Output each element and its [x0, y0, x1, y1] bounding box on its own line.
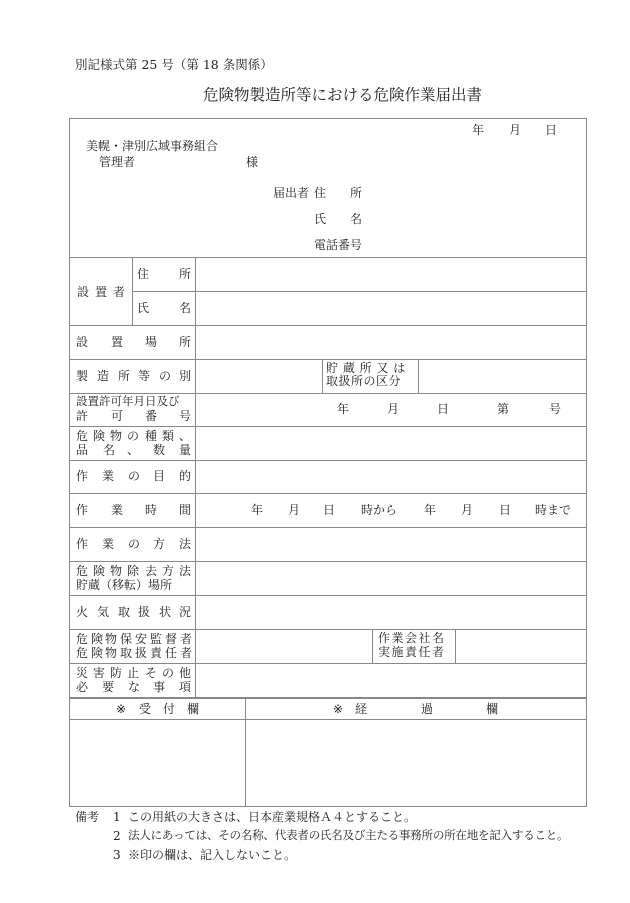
removal-label-line2: 貯蔵（移転）場所 [76, 578, 173, 592]
installer-address-label: 所 [179, 267, 192, 281]
note-number: 2 [113, 829, 121, 843]
fire-label-char: 扱 [138, 605, 151, 619]
divider [69, 595, 587, 596]
form-number: 別記様式第 25 号（第 18 条関係） [75, 57, 273, 72]
permit-input[interactable] [198, 396, 587, 425]
fire-label-char: 取 [118, 605, 131, 619]
disaster-label-char: な [128, 680, 141, 694]
from-year-label: 年 [251, 503, 264, 517]
hazmat-label-char: 種 [145, 429, 158, 443]
divider [69, 493, 587, 494]
permit-day-label: 日 [437, 402, 450, 416]
permit-label-char: 許 [76, 409, 89, 423]
facility-label-char: 別 [179, 369, 192, 383]
hazmat-label-char: 量 [179, 443, 192, 457]
purpose-label-char: 的 [179, 469, 192, 483]
fire-label-char: 況 [179, 605, 192, 619]
divider [69, 426, 587, 427]
supervisor-label-char: 扱 [135, 646, 148, 660]
supervisor-label-char: 者 [180, 632, 193, 646]
installer-label-char: 者 [113, 285, 126, 299]
reception-header-char: 受 [139, 702, 152, 716]
removal-label-char: 物 [110, 564, 123, 578]
installation-location-input[interactable] [198, 328, 587, 358]
notifier-name-label-2: 名 [350, 212, 363, 226]
method-label-char: の [128, 537, 141, 551]
divider [322, 359, 323, 393]
removal-method-input[interactable] [198, 564, 587, 594]
progress-box [246, 720, 586, 806]
progress-header-char: ※ [333, 702, 344, 716]
reception-header-char: ※ [116, 702, 127, 716]
work-purpose-input[interactable] [198, 463, 587, 492]
supervisor-label-char: 責 [150, 646, 163, 660]
date-day-label: 日 [545, 123, 558, 137]
time-label-char: 間 [179, 503, 192, 517]
fire-label-char: 火 [76, 605, 89, 619]
supervisor-label-char: 物 [105, 632, 118, 646]
permit-month-label: 月 [387, 402, 400, 416]
note-text: ※印の欄は、記入しないこと。 [128, 848, 297, 862]
facility-label-char: 製 [76, 369, 89, 383]
time-label-char: 時 [145, 503, 158, 517]
notifier-name-label-1: 氏 [314, 212, 327, 226]
time-label-char: 業 [111, 503, 124, 517]
removal-label-char: 法 [179, 564, 192, 578]
purpose-label-char: 業 [102, 469, 115, 483]
facility-sub-label: 貯 蔵 所 又 は [326, 361, 406, 375]
removal-label-char: 除 [127, 564, 140, 578]
permit-label-char: 番 [145, 409, 158, 423]
installer-address-input[interactable] [198, 260, 587, 290]
divider [418, 359, 419, 393]
reception-box [70, 720, 245, 806]
divider [69, 527, 587, 528]
divider [132, 257, 133, 325]
removal-label-char: 方 [162, 564, 175, 578]
divider [69, 663, 587, 664]
note-text: この用紙の大きさは、日本産業規格Ａ４とすること。 [128, 810, 417, 824]
facility-type-input[interactable] [198, 362, 322, 392]
hazmat-label-char: 険 [93, 429, 106, 443]
method-label-char: 業 [102, 537, 115, 551]
from-hour-label: 時から [361, 503, 398, 517]
divider [69, 629, 587, 630]
disaster-prevention-input[interactable] [198, 666, 587, 696]
disaster-label-char: そ [145, 666, 158, 680]
reception-header-char: 欄 [187, 702, 200, 716]
notifier-label: 届出者 [273, 186, 310, 200]
disaster-label-char: 防 [110, 666, 123, 680]
installer-label-char: 設 [77, 285, 90, 299]
supervisor-label-char: 険 [91, 646, 104, 660]
fire-handling-input[interactable] [198, 598, 587, 628]
work-method-input[interactable] [198, 530, 587, 560]
note-number: 3 [113, 848, 121, 862]
disaster-label-char: 害 [93, 666, 106, 680]
reception-header-char: 付 [163, 702, 176, 716]
removal-label-char: 険 [93, 564, 106, 578]
company-name-label: 作業会社名 [378, 631, 446, 645]
progress-header-char: 経 [355, 702, 368, 716]
facility-label-char: 所 [118, 369, 131, 383]
permit-label: 設置許可年月日及び [76, 394, 180, 408]
notifier-address-label-1: 住 [314, 186, 327, 200]
purpose-label-char: 目 [153, 469, 166, 483]
hazmat-label-char: 品 [76, 443, 89, 457]
divider [195, 257, 196, 697]
hazmat-label-char: 類 [162, 429, 175, 443]
storage-category-input[interactable] [421, 362, 587, 392]
installer-address-label: 住 [137, 267, 150, 281]
divider [69, 359, 587, 360]
note-text: 法人にあっては、その名称、代表者の氏名及び主たる事務所の所在地を記入すること。 [128, 828, 569, 842]
company-input[interactable] [458, 632, 587, 662]
notifier-address-input[interactable] [380, 182, 584, 204]
supervisor-label-char: 任 [165, 646, 178, 660]
supervisor-label-char: 険 [91, 632, 104, 646]
responsible-person-label: 実施責任者 [378, 645, 446, 659]
recipient-title: 管理者 [99, 155, 136, 169]
permit-label-char: 可 [111, 409, 124, 423]
supervisor-input[interactable] [198, 632, 372, 662]
installer-name-label: 名 [179, 301, 192, 315]
divider [69, 697, 587, 699]
divider [69, 325, 587, 326]
installer-name-label: 氏 [137, 301, 150, 315]
supervisor-label-char: 物 [105, 646, 118, 660]
date-month-label: 月 [509, 123, 522, 137]
supervisor-label-char: 監 [150, 632, 163, 646]
supervisor-label-char: 安 [135, 632, 148, 646]
notifier-name-input[interactable] [380, 208, 584, 230]
time-label-char: 作 [76, 503, 89, 517]
from-day-label: 日 [323, 503, 336, 517]
hazmat-label-char: の [127, 429, 140, 443]
hazmat-label-char: 、 [179, 429, 192, 443]
disaster-label-char: 災 [76, 666, 89, 680]
permit-year-label: 年 [337, 402, 350, 416]
method-label-char: 方 [153, 537, 166, 551]
supervisor-label-char: 危 [76, 632, 89, 646]
permit-label-char: 号 [179, 409, 192, 423]
facility-label-char: 造 [97, 369, 110, 383]
to-month-label: 月 [461, 503, 474, 517]
disaster-label-char: 事 [153, 680, 166, 694]
date-year-label: 年 [472, 123, 485, 137]
disaster-label-char: 止 [127, 666, 140, 680]
location-label-char: 設 [76, 335, 89, 349]
method-label-char: 法 [179, 537, 192, 551]
location-label-char: 置 [111, 335, 124, 349]
progress-header-char: 欄 [486, 702, 499, 716]
fire-label-char: 気 [97, 605, 110, 619]
disaster-label-char: の [162, 666, 175, 680]
supervisor-label-char: 者 [180, 646, 193, 660]
divider [455, 629, 456, 663]
divider [132, 291, 587, 292]
recipient-org: 美幌・津別広域事務組合 [86, 139, 219, 153]
from-month-label: 月 [288, 503, 301, 517]
divider [69, 257, 587, 258]
disaster-label-char: 必 [76, 680, 89, 694]
purpose-label-char: 作 [76, 469, 89, 483]
removal-label-char: 危 [76, 564, 89, 578]
facility-label-char: 等 [138, 369, 151, 383]
progress-header-char: 過 [421, 702, 434, 716]
note-number: 1 [113, 810, 121, 824]
divider [372, 629, 373, 663]
notifier-address-label-2: 所 [350, 186, 363, 200]
page-title: 危険物製造所等における危険作業届出書 [203, 86, 483, 104]
divider [69, 460, 587, 461]
permit-no-prefix: 第 [497, 402, 510, 416]
to-hour-label: 時まで [535, 503, 572, 517]
fire-label-char: 状 [159, 605, 172, 619]
method-label-char: 作 [76, 537, 89, 551]
honorific: 様 [246, 155, 259, 169]
installer-label-char: 置 [95, 285, 108, 299]
facility-sub-label: 取扱所の区分 [326, 374, 402, 388]
notifier-phone-input[interactable] [380, 234, 584, 256]
supervisor-label-char: 保 [120, 632, 133, 646]
hazmat-type-input[interactable] [198, 429, 587, 459]
hazmat-label-char: 物 [110, 429, 123, 443]
location-label-char: 場 [145, 335, 158, 349]
supervisor-label-char: 危 [76, 646, 89, 660]
purpose-label-char: の [128, 469, 141, 483]
installer-name-input[interactable] [198, 294, 587, 324]
facility-label-char: の [159, 369, 172, 383]
supervisor-label-char: 督 [165, 632, 178, 646]
to-year-label: 年 [424, 503, 437, 517]
notifier-phone-label: 電話番号 [314, 238, 363, 252]
location-label-char: 所 [179, 335, 192, 349]
disaster-label-char: 要 [102, 680, 115, 694]
supervisor-label-char: 取 [120, 646, 133, 660]
divider [69, 561, 587, 562]
removal-label-char: 去 [145, 564, 158, 578]
permit-no-suffix: 号 [549, 402, 562, 416]
to-day-label: 日 [499, 503, 512, 517]
hazmat-label-char: 数 [153, 443, 166, 457]
hazmat-label-char: 危 [76, 429, 89, 443]
disaster-label-char: 項 [179, 680, 192, 694]
hazmat-label-char: 名 [103, 443, 116, 457]
disaster-label-char: 他 [179, 666, 192, 680]
work-time-input[interactable] [198, 496, 587, 526]
notes-label: 備考 [75, 810, 100, 824]
hazmat-label-char: 、 [127, 443, 140, 457]
